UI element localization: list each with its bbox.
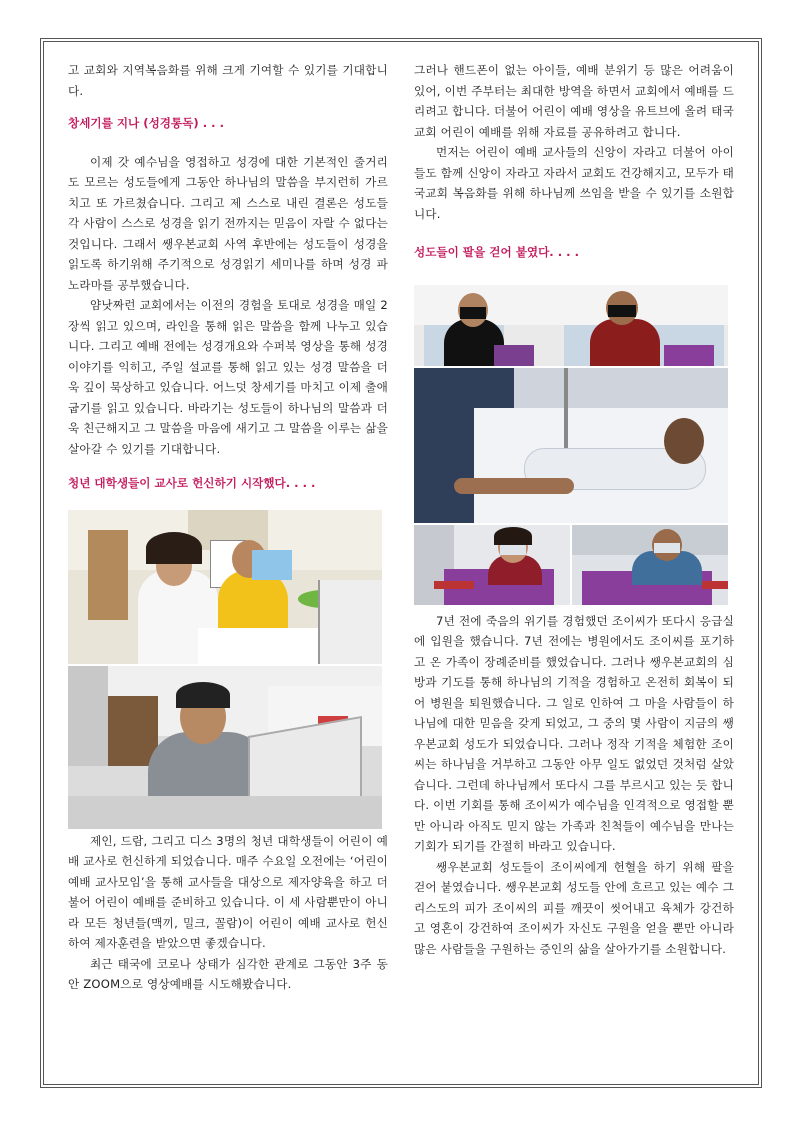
- patient-in-hospital-bed-photo: [414, 368, 728, 523]
- paragraph: 이제 갓 예수님을 영접하고 성경에 대한 기본적인 줄거리도 모르는 성도들에게 그동안 하나님의 말씀을 부지런히 가르치고 또 가르쳤습니다. 그리고 제 스스로 내린 결론은 성도들 각 사람이 스스로 성경을 읽기 전까지는 믿음이 자랄 수 없다는 것입니다. 그래서 쌩우본교회 사역 후반에는 성도들이 성경을 읽도록 하기위해 주기적으로 성경읽기 세미나를 하며 성경 파노라마를 공부했습니다.: [68, 154, 388, 292]
- paragraph: 그러나 핸드폰이 없는 아이들, 예배 분위기 등 많은 어려움이 있어, 이번 주부터는 최대한 방역을 하면서 교회에서 예배를 드리려고 합니다. 더불어 어린이 예배 영상을 유트브에 올려 태국교회 어린이 예배를 위해 자료를 공유하려고 합니다.: [414, 63, 734, 139]
- right-column: [414, 60, 734, 959]
- paragraph: 쌩우본교회 성도들이 조이씨에게 헌혈을 하기 위해 팔을 걷어 붙였습니다. 쌩우본교회 성도들 안에 흐르고 있는 예수 그리스도의 피가 조이씨의 피를 깨끗이 씻어내고 육체가 강건하고 영혼이 강건하여 조이씨가 자신도 구원을 얻을 뿐만 아니라 많은 사람들을 구원하는 증인의 삶을 살아가기를 소원합니다.: [414, 859, 734, 956]
- section-heading-blood-donation: 성도들이 팔을 걷어 붙였다. . . .: [414, 245, 580, 259]
- paragraph: 얌낫짜런 교회에서는 이전의 경험을 토대로 성경을 매일 2장씩 읽고 있으며, 라인을 통해 읽은 말씀을 함께 나누고 있습니다. 그리고 예배 전에는 성경개요와 수퍼북 영상을 통해 성경 이야기를 익히고, 주일 설교를 통해 읽고 있는 성경 말씀을 더욱 깊이 묵상하고 있습니다. 어느덧 창세기를 마치고 이제 출애굽기를 읽고 있습니다. 바라기는 성도들이 하나님의 말씀과 더욱 친근해지고 그 말씀을 마음에 새기고 그 말씀을 이루는 삶을 살아갈 수 있기를 기대합니다.: [68, 298, 388, 456]
- man-donating-blood-photo: [572, 525, 728, 605]
- section-heading-young-teachers: 청년 대학생들이 교사로 헌신하기 시작했다. . . .: [68, 476, 316, 490]
- paragraph: 제인, 드람, 그리고 디스 3명의 청년 대학생들이 어린이 예배 교사로 헌신하게 되었습니다. 매주 수요일 오전에는 ‘어린이 예배 교사모임’을 통해 교사들을 대상으로 제자양육을 하고 더불어 어린이 예배를 준비하고 있습니다. 이 세 사람뿐만이 아니라 모든 청년들(맥끼, 밀크, 꼴람)이 어린이 예배 교사로 헌신하여 제자훈련을 받았으면 좋겠습니다.: [68, 833, 388, 950]
- two-men-donating-blood-photo: [414, 285, 728, 366]
- teachers-with-handmade-props-photo: [68, 510, 382, 664]
- young-man-at-laptop-photo: [68, 666, 382, 829]
- paragraph: 고 교회와 지역복음화를 위해 크게 기여할 수 있기를 기대합니다.: [68, 63, 388, 98]
- paragraph: 7년 전에 죽음의 위기를 경험했던 조이씨가 또다시 응급실에 입원을 했습니다. 7년 전에는 병원에서도 조이씨를 포기하고 온 가족이 장례준비를 했었습니다. 그러나 쌩우본교회의 심방과 기도를 통해 하나님의 기적을 경험하고 온전히 회복이 되어 병원을 퇴원했습니다. 그 일로 인하여 그 마을 사람들이 하나님에 대한 믿음을 갖게 되었고, 그 중의 몇 사람이 지금의 쌩우본교회 성도가 되었습니다. 그러나 정작 기적을 체험한 조이씨는 하나님을 거부하고 그동안 아무 일도 없었던 것처럼 살았습니다. 그런데 하나님께서 또다시 그를 부르시고 있는 듯 합니다. 이번 기회를 통해 조이씨가 예수님을 인격적으로 영접할 뿐만 아니라 아직도 믿지 않는 가족과 친척들이 예수님을 만나는 기회가 되기를 간절히 바라고 있습니다.: [414, 613, 734, 853]
- paragraph: 먼저는 어린이 예배 교사들의 신앙이 자라고 더불어 아이들도 함께 신앙이 자라고 자라서 교회도 건강해지고, 모두가 태국교회 복음화를 위해 하나님께 쓰임을 받을 수 있기를 소원합니다.: [414, 145, 734, 221]
- woman-donating-blood-photo: [414, 525, 570, 605]
- paragraph: 최근 태국에 코로나 상태가 심각한 관계로 그동안 3주 동안 ZOOM으로 영상예배를 시도해봤습니다.: [68, 956, 388, 991]
- left-column: [68, 60, 388, 995]
- donor-photos-row: [414, 525, 728, 605]
- section-heading-bible-reading: 창세기를 지나 (성경통독) . . .: [68, 116, 224, 130]
